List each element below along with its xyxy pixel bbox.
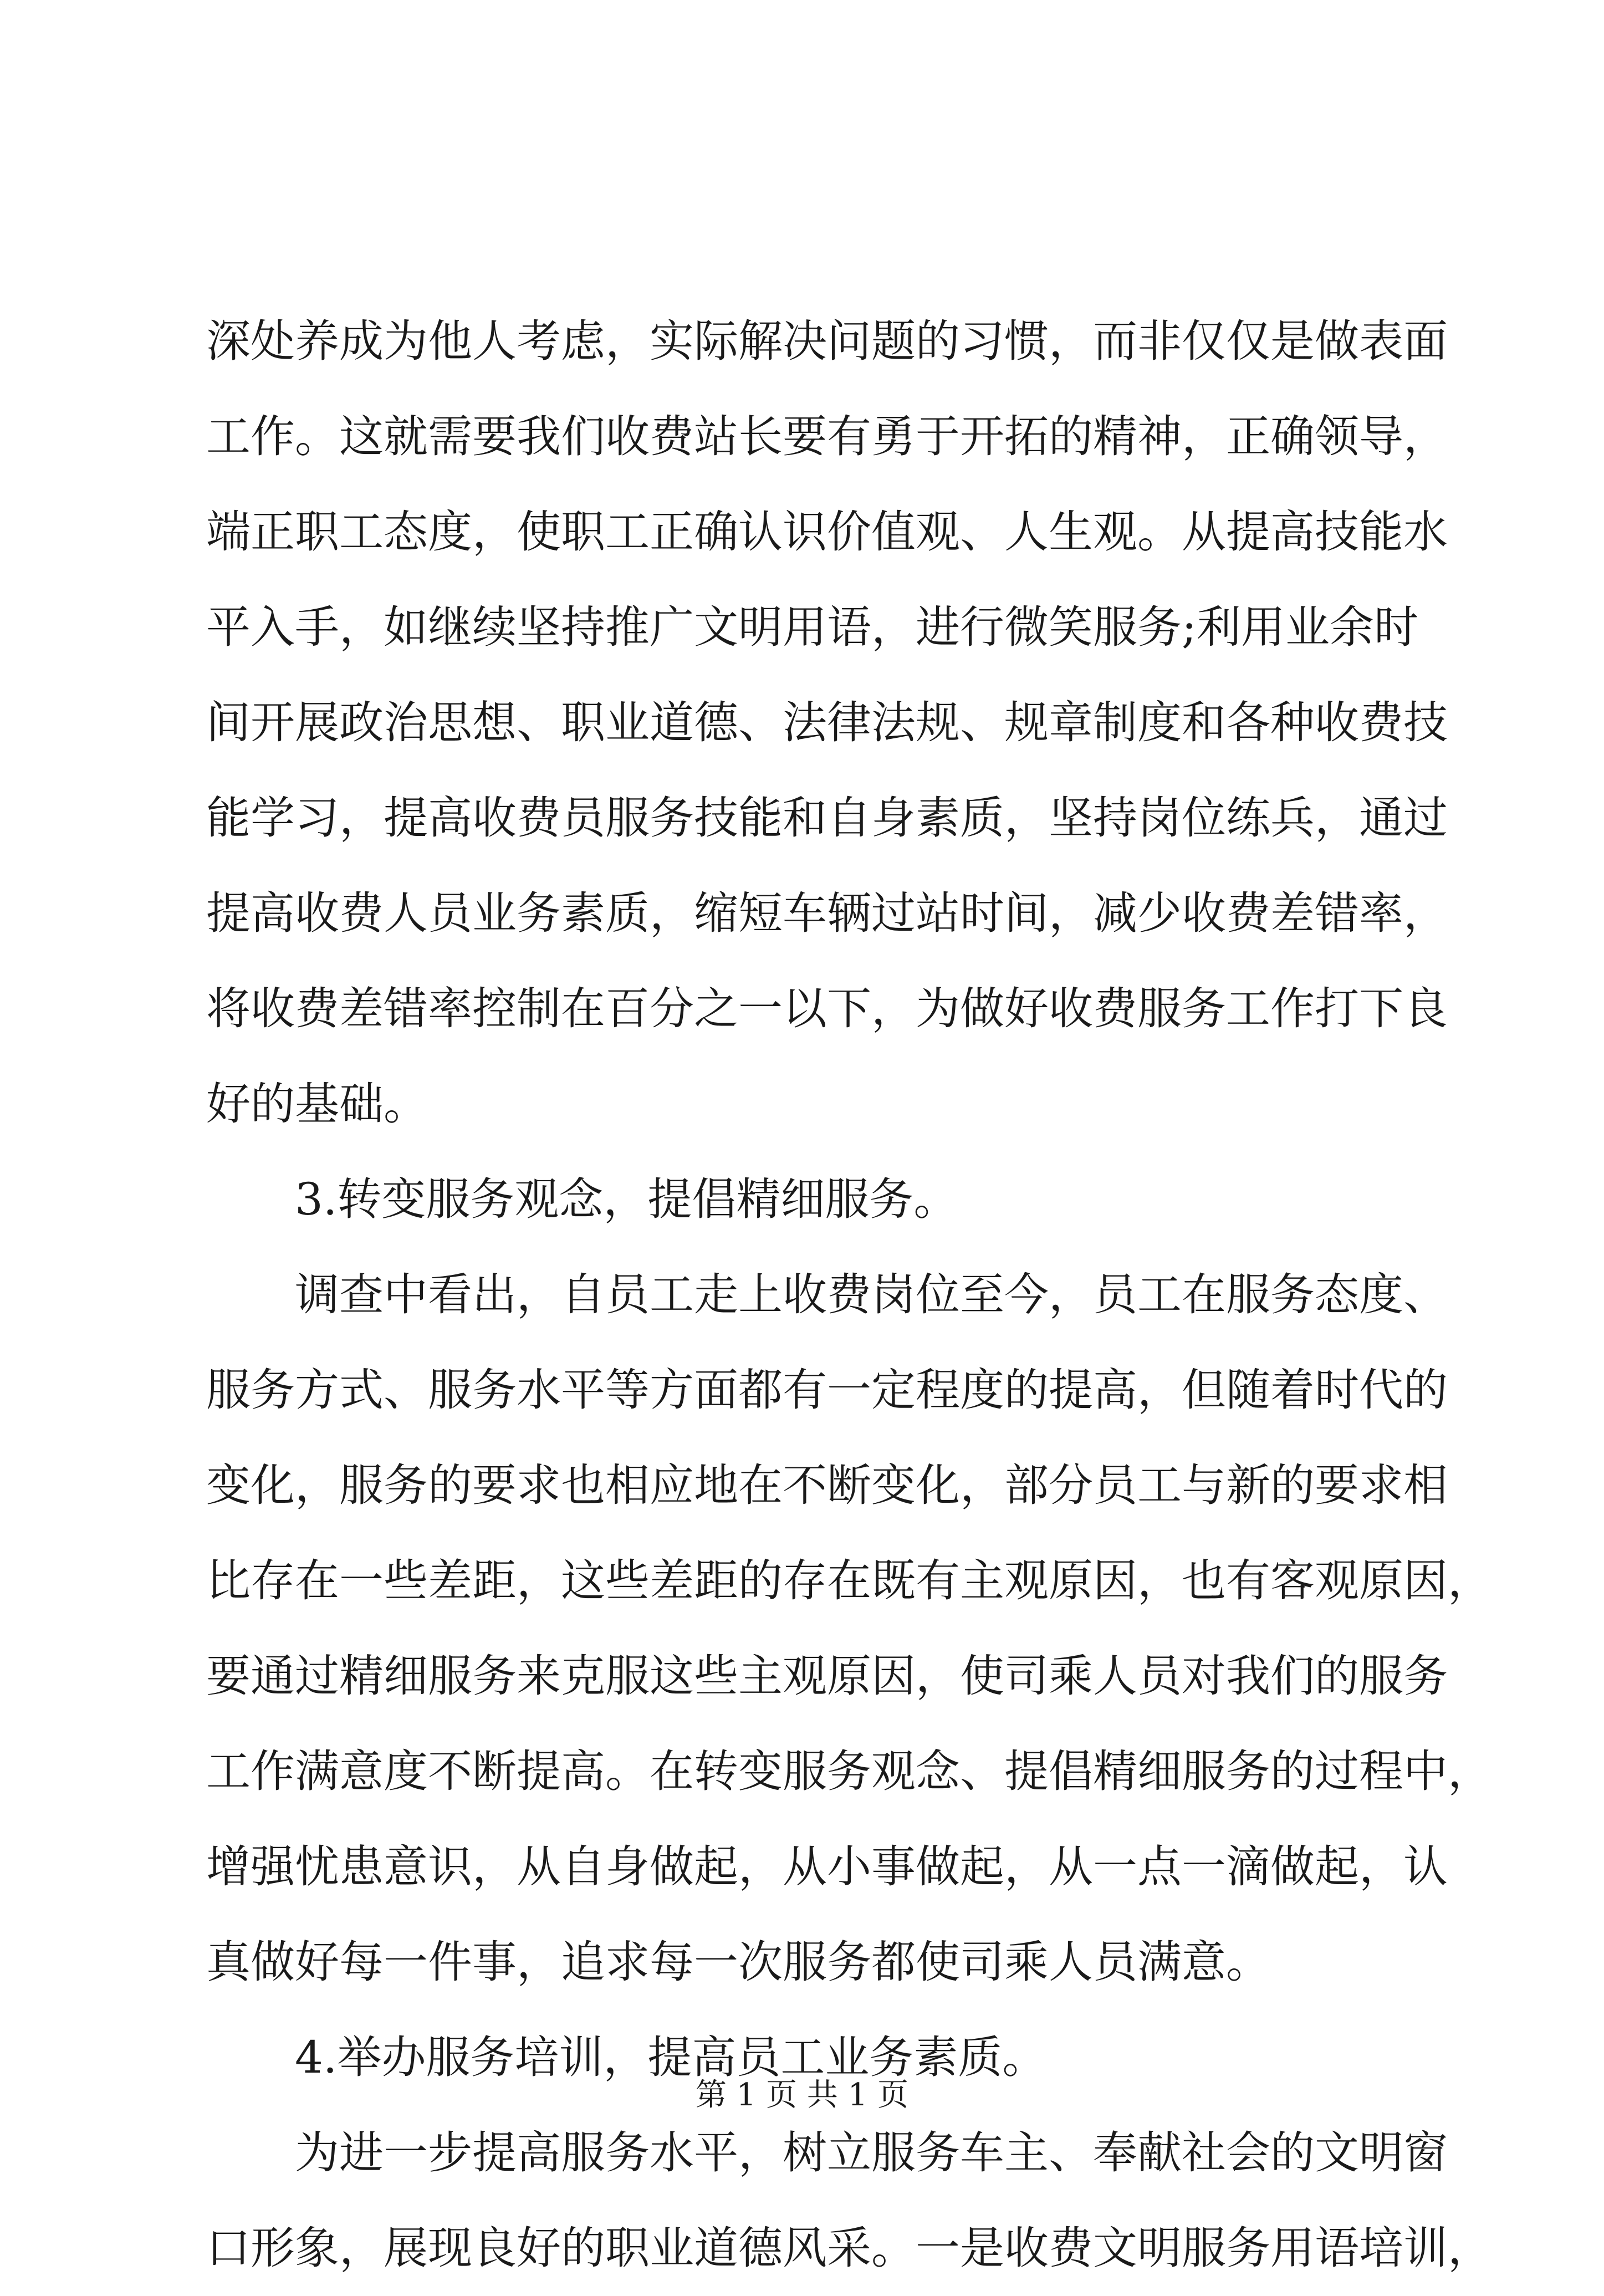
text-line: 变化，服务的要求也相应地在不断变化，部分员工与新的要求相 — [206, 1460, 1448, 1511]
page-footer: 第 1 页 共 1 页 — [695, 2077, 909, 2113]
text-line: 要通过精细服务来克服这些主观原因，使司乘人员对我们的服务 — [206, 1650, 1448, 1702]
text-line: 能学习，提高收费员服务技能和自身素质，坚持岗位练兵，通过 — [206, 792, 1448, 844]
text-line: 深处养成为他人考虑，实际解决问题的习惯，而非仅仅是做表面 — [206, 315, 1448, 367]
text-line: 好的基础。 — [206, 1078, 428, 1130]
text-line: 平入手，如继续坚持推广文明用语，进行微笑服务;利用业余时 — [206, 601, 1418, 653]
text-line: 比存在一些差距，这些差距的存在既有主观原因，也有客观原因， — [206, 1555, 1492, 1606]
text-line: 增强忧患意识，从自身做起，从小事做起，从一点一滴做起，认 — [206, 1841, 1448, 1892]
document-body — [206, 294, 1492, 2296]
text-line: 口形象，展现良好的职业道德风采。一是收费文明服务用语培训， — [206, 2222, 1492, 2274]
text-line: 调查中看出，自员工走上收费岗位至今，员工在服务态度、 — [295, 1269, 1448, 1320]
text-line: 端正职工态度，使职工正确认识价值观、人生观。从提高技能水 — [206, 506, 1448, 558]
text-line: 间开展政治思想、职业道德、法律法规、规章制度和各种收费技 — [206, 697, 1448, 748]
text-line: 真做好每一件事，追求每一次服务都使司乘人员满意。 — [206, 1936, 1270, 1988]
text-line: 为进一步提高服务水平，树立服务车主、奉献社会的文明窗 — [295, 2127, 1448, 2178]
text-line: 提高收费人员业务素质，缩短车辆过站时间，减少收费差错率， — [206, 887, 1448, 939]
text-line: 3.转变服务观念，提倡精细服务。 — [295, 1173, 958, 1225]
text-line: 工作。这就需要我们收费站长要有勇于开拓的精神，正确领导， — [206, 411, 1448, 462]
text-line: 将收费差错率控制在百分之一以下，为做好收费服务工作打下良 — [206, 983, 1448, 1034]
text-line: 服务方式、服务水平等方面都有一定程度的提高，但随着时代的 — [206, 1364, 1448, 1416]
text-line: 4.举办服务培训，提高员工业务素质。 — [295, 2032, 1047, 2083]
text-line: 工作满意度不断提高。在转变服务观念、提倡精细服务的过程中， — [206, 1746, 1492, 1797]
